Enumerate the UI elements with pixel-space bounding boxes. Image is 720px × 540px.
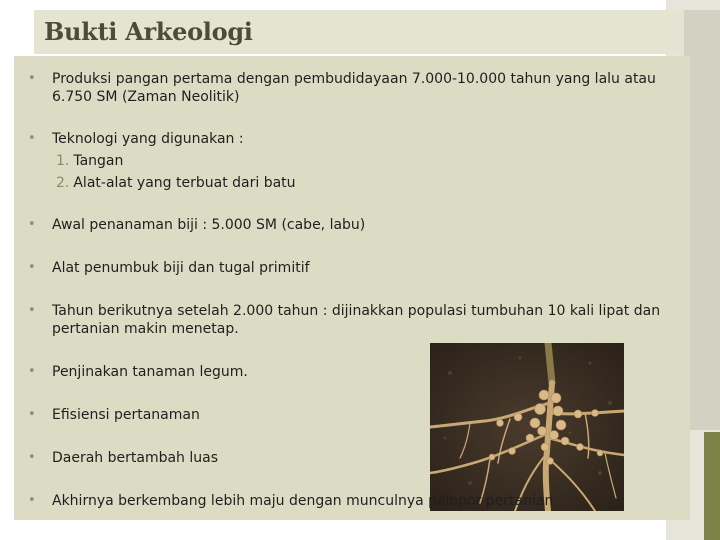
sub-list-item [52,150,692,172]
bullet-marker: • [28,407,36,422]
slide-title: Bukti Arkeologi [44,17,253,46]
bullet-text: Teknologi yang digunakan : [52,131,244,147]
slide-side-accent [704,432,720,540]
bullet-item [28,406,692,424]
bullet-text: Tahun berikutnya setelah 2.000 tahun : dijinakkan populasi tumbuhan 10 kali lipat dan pertanian makin menetap. [52,303,661,337]
bullet-text: Awal penanaman biji : 5.000 SM (cabe, labu) [52,217,366,233]
sub-list-text: Alat-alat yang terbuat dari batu [73,175,296,191]
bullet-item [28,492,692,510]
bullet-marker: • [28,493,36,508]
bullet-marker: • [28,217,36,232]
bullet-text: Alat penumbuk biji dan tugal primitif [52,260,310,276]
sub-list-item [52,172,692,194]
bullet-text: Produksi pangan pertama dengan pembudidayaan 7.000-10.000 tahun yang lalu atau 6.750 SM (Zaman Neolitik) [52,71,656,105]
bullet-marker: • [28,71,36,86]
bullet-item [28,449,692,467]
bullet-item [28,302,688,338]
bullet-marker: • [28,260,36,275]
bullet-text: Penjinakan tanaman legum. [52,364,248,380]
bullet-marker: • [28,450,36,465]
bullet-item [28,216,692,234]
sub-list-text: Tangan [73,153,124,169]
bullet-text: Daerah bertambah luas [52,450,219,466]
bullet-item [28,128,692,194]
bullet-marker: • [28,303,36,318]
bullet-marker: • [28,131,36,146]
sub-list-number: 2. [56,175,70,191]
bullet-text: Efisiensi pertanaman [52,407,200,423]
sub-list-number: 1. [56,153,70,169]
bullet-item [28,259,692,277]
bullet-text: Akhirnya berkembang lebih maju dengan munculnya pelopor pertanian [52,493,554,509]
bullet-marker: • [28,364,36,379]
bullet-item [28,363,692,381]
bullet-item [28,70,692,106]
